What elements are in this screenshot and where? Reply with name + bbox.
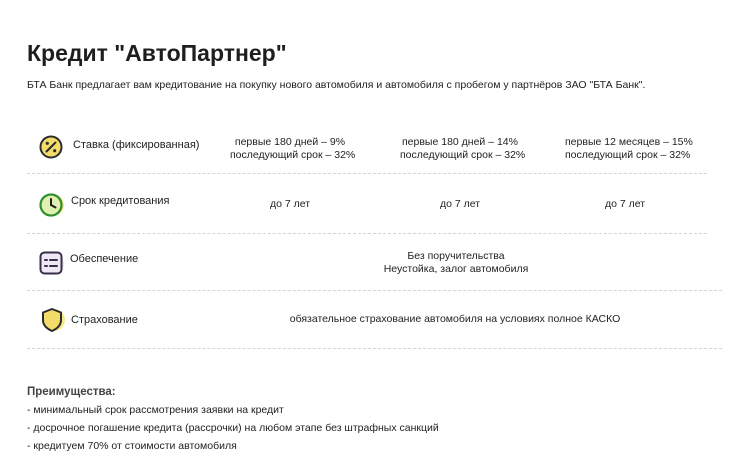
security-label: Обеспечение xyxy=(70,253,139,265)
term-label: Срок кредитования xyxy=(71,195,170,207)
rate-col1-line2: последующий срок – 32% xyxy=(230,149,356,161)
rate-label: Ставка (фиксированная) xyxy=(73,139,200,151)
advantage-item: - кредитуем 70% от стоимости автомобиля xyxy=(27,440,237,452)
security-value xyxy=(356,250,556,276)
advantage-item: - досрочное погашение кредита (рассрочки) на любом этапе без штрафных санкций xyxy=(27,422,439,434)
rate-col2-line2: последующий срок – 32% xyxy=(400,149,526,161)
rate-col1 xyxy=(230,136,356,162)
divider xyxy=(27,173,707,174)
rate-col1-line1: первые 180 дней – 9% xyxy=(234,136,346,148)
security-line2: Неустойка, залог автомобиля xyxy=(383,263,529,275)
clock-icon xyxy=(38,192,64,218)
divider xyxy=(27,348,722,349)
checklist-icon xyxy=(38,250,64,276)
rate-col2 xyxy=(400,136,526,162)
security-line1: Без поручительства xyxy=(407,250,505,262)
divider xyxy=(27,290,722,291)
rate-col3 xyxy=(565,136,693,162)
page-subtitle: БТА Банк предлагает вам кредитование на покупку нового автомобиля и автомобиля с пробегом у партнёров ЗАО "БТА Банк". xyxy=(27,79,646,91)
rate-col3-line1: первые 12 месяцев – 15% xyxy=(565,136,693,148)
term-col3: до 7 лет xyxy=(604,198,646,210)
rate-col2-line1: первые 180 дней – 14% xyxy=(401,136,518,148)
term-col2: до 7 лет xyxy=(439,198,481,210)
insurance-label: Страхование xyxy=(71,314,138,326)
insurance-value: обязательное страхование автомобиля на условиях полное КАСКО xyxy=(289,313,621,325)
page-title: Кредит "АвтоПартнер" xyxy=(27,40,287,66)
term-col1: до 7 лет xyxy=(269,198,311,210)
shield-icon xyxy=(38,306,66,334)
rate-col3-line2: последующий срок – 32% xyxy=(565,149,691,161)
advantage-item: - минимальный срок рассмотрения заявки на кредит xyxy=(27,404,284,416)
divider xyxy=(27,233,707,234)
percent-icon xyxy=(38,134,64,160)
advantages-title: Преимущества: xyxy=(27,386,116,398)
